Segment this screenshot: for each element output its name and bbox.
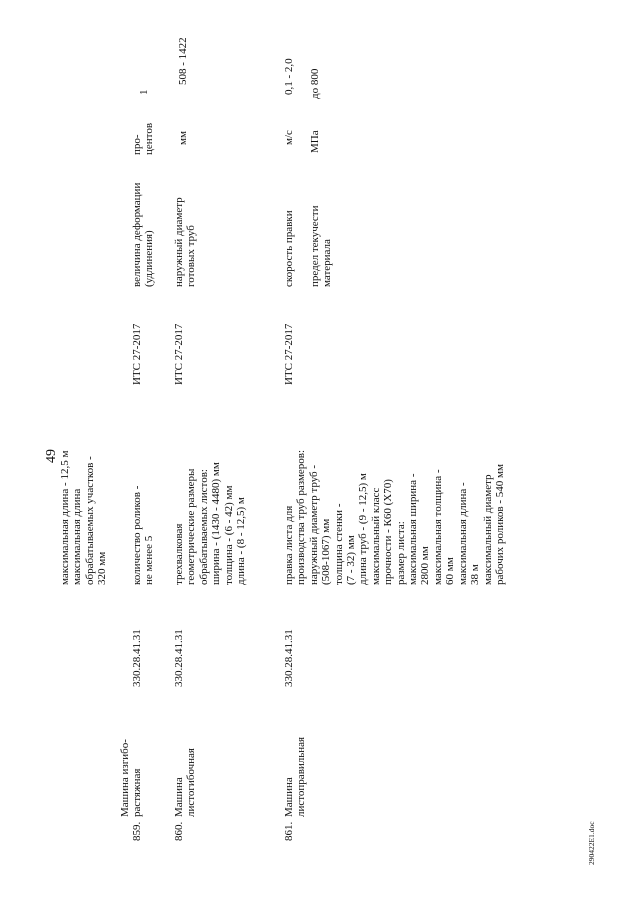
text-line: производства труб размеров: — [295, 449, 308, 585]
table-continuation-text — [59, 451, 109, 585]
text-line: растяжная — [131, 768, 144, 817]
value: 508 - 1422 — [177, 37, 189, 85]
row-number: 861. — [283, 821, 295, 841]
text-line: про- — [131, 134, 143, 155]
text-line: листогибочная — [185, 748, 198, 817]
unit: м/с — [283, 130, 295, 145]
reference-standard: ИТС 27-2017 — [131, 323, 143, 385]
row-number: 859. — [131, 821, 143, 841]
text-line: наружный диаметр — [173, 197, 185, 287]
text-line: максимальная длина — [71, 488, 84, 585]
text-line: Машина изгибо- — [119, 739, 131, 817]
text-line: Машина — [283, 777, 295, 817]
text-line: длина - (8 - 12,5) м — [235, 497, 248, 585]
text-line: обрабатываемых листов: — [197, 469, 210, 585]
unit: мм — [177, 131, 189, 145]
text-line: рабочих роликов - 540 мм — [493, 464, 506, 585]
classifier-code: 330.28.41.31 — [173, 629, 185, 687]
text-line: максимальный класс — [369, 487, 382, 585]
parameter-name — [173, 197, 198, 287]
text-line: максимальная длина - — [456, 482, 469, 585]
text-line: не менее 5 — [143, 535, 156, 585]
text-line: 320 мм — [96, 551, 109, 585]
text-line: готовых труб — [185, 225, 198, 287]
page-number: 49 — [44, 449, 59, 463]
equipment-name — [283, 737, 308, 817]
text-line: наружный диаметр труб - — [307, 464, 320, 585]
text-line: предел текучести — [309, 205, 321, 287]
text-line: максимальная длина - 12,5 м — [59, 450, 71, 585]
reference-standard: ИТС 27-2017 — [283, 323, 295, 385]
equipment-name — [119, 739, 144, 817]
text-line: величина деформации — [131, 182, 143, 287]
text-line: ширина - (1430 - 4480) мм — [210, 462, 223, 585]
text-line: правка листа для — [283, 505, 295, 585]
text-line: трехвалковая — [173, 523, 185, 585]
equipment-name — [173, 748, 198, 817]
text-line: 2800 мм — [419, 546, 432, 585]
parameter-name — [283, 210, 295, 287]
text-line: Машина — [173, 777, 185, 817]
text-line: количество роликов - — [131, 485, 143, 585]
value: 1 — [138, 89, 150, 95]
unit: МПа — [309, 130, 321, 153]
text-line: длина труб - (9 - 12,5) м — [357, 473, 370, 585]
text-line: листоправильная — [295, 736, 308, 817]
text-line: (удлинения) — [143, 230, 156, 287]
value: до 800 — [309, 68, 321, 99]
unit — [131, 123, 156, 155]
text-line: центов — [143, 122, 156, 155]
parameter-name — [309, 206, 334, 288]
row-number: 860. — [173, 821, 185, 841]
text-line: толщина стенки - — [332, 503, 345, 585]
text-line: материала — [321, 239, 334, 287]
text-line: прочности - К60 (Х70) — [382, 479, 395, 585]
text-line: максимальная толщина - — [431, 469, 444, 585]
footer-filename: 290422E1.doc — [587, 821, 596, 865]
text-line: (7 - 32) мм — [345, 535, 358, 585]
text-line: геометрические размеры — [185, 468, 198, 585]
parameter-name — [131, 183, 156, 287]
reference-standard: ИТС 27-2017 — [173, 323, 185, 385]
text-line: максимальный диаметр — [481, 474, 494, 585]
text-line: размер листа: — [394, 521, 407, 585]
equipment-description — [173, 462, 247, 585]
text-line: максимальная ширина - — [407, 473, 420, 585]
classifier-code: 330.28.41.31 — [283, 629, 295, 687]
equipment-description — [283, 450, 506, 585]
classifier-code: 330.28.41.31 — [131, 629, 143, 687]
text-line: толщина - (6 - 42) мм — [222, 485, 235, 585]
text-line: 60 мм — [444, 557, 457, 585]
text-line: (508-1067) мм — [320, 518, 333, 585]
text-line: 38 м — [469, 564, 482, 585]
value: 0,1 - 2,0 — [283, 58, 295, 95]
text-line: скорость правки — [283, 210, 295, 287]
equipment-description — [131, 486, 156, 585]
text-line: обрабатываемых участков - — [83, 456, 96, 585]
